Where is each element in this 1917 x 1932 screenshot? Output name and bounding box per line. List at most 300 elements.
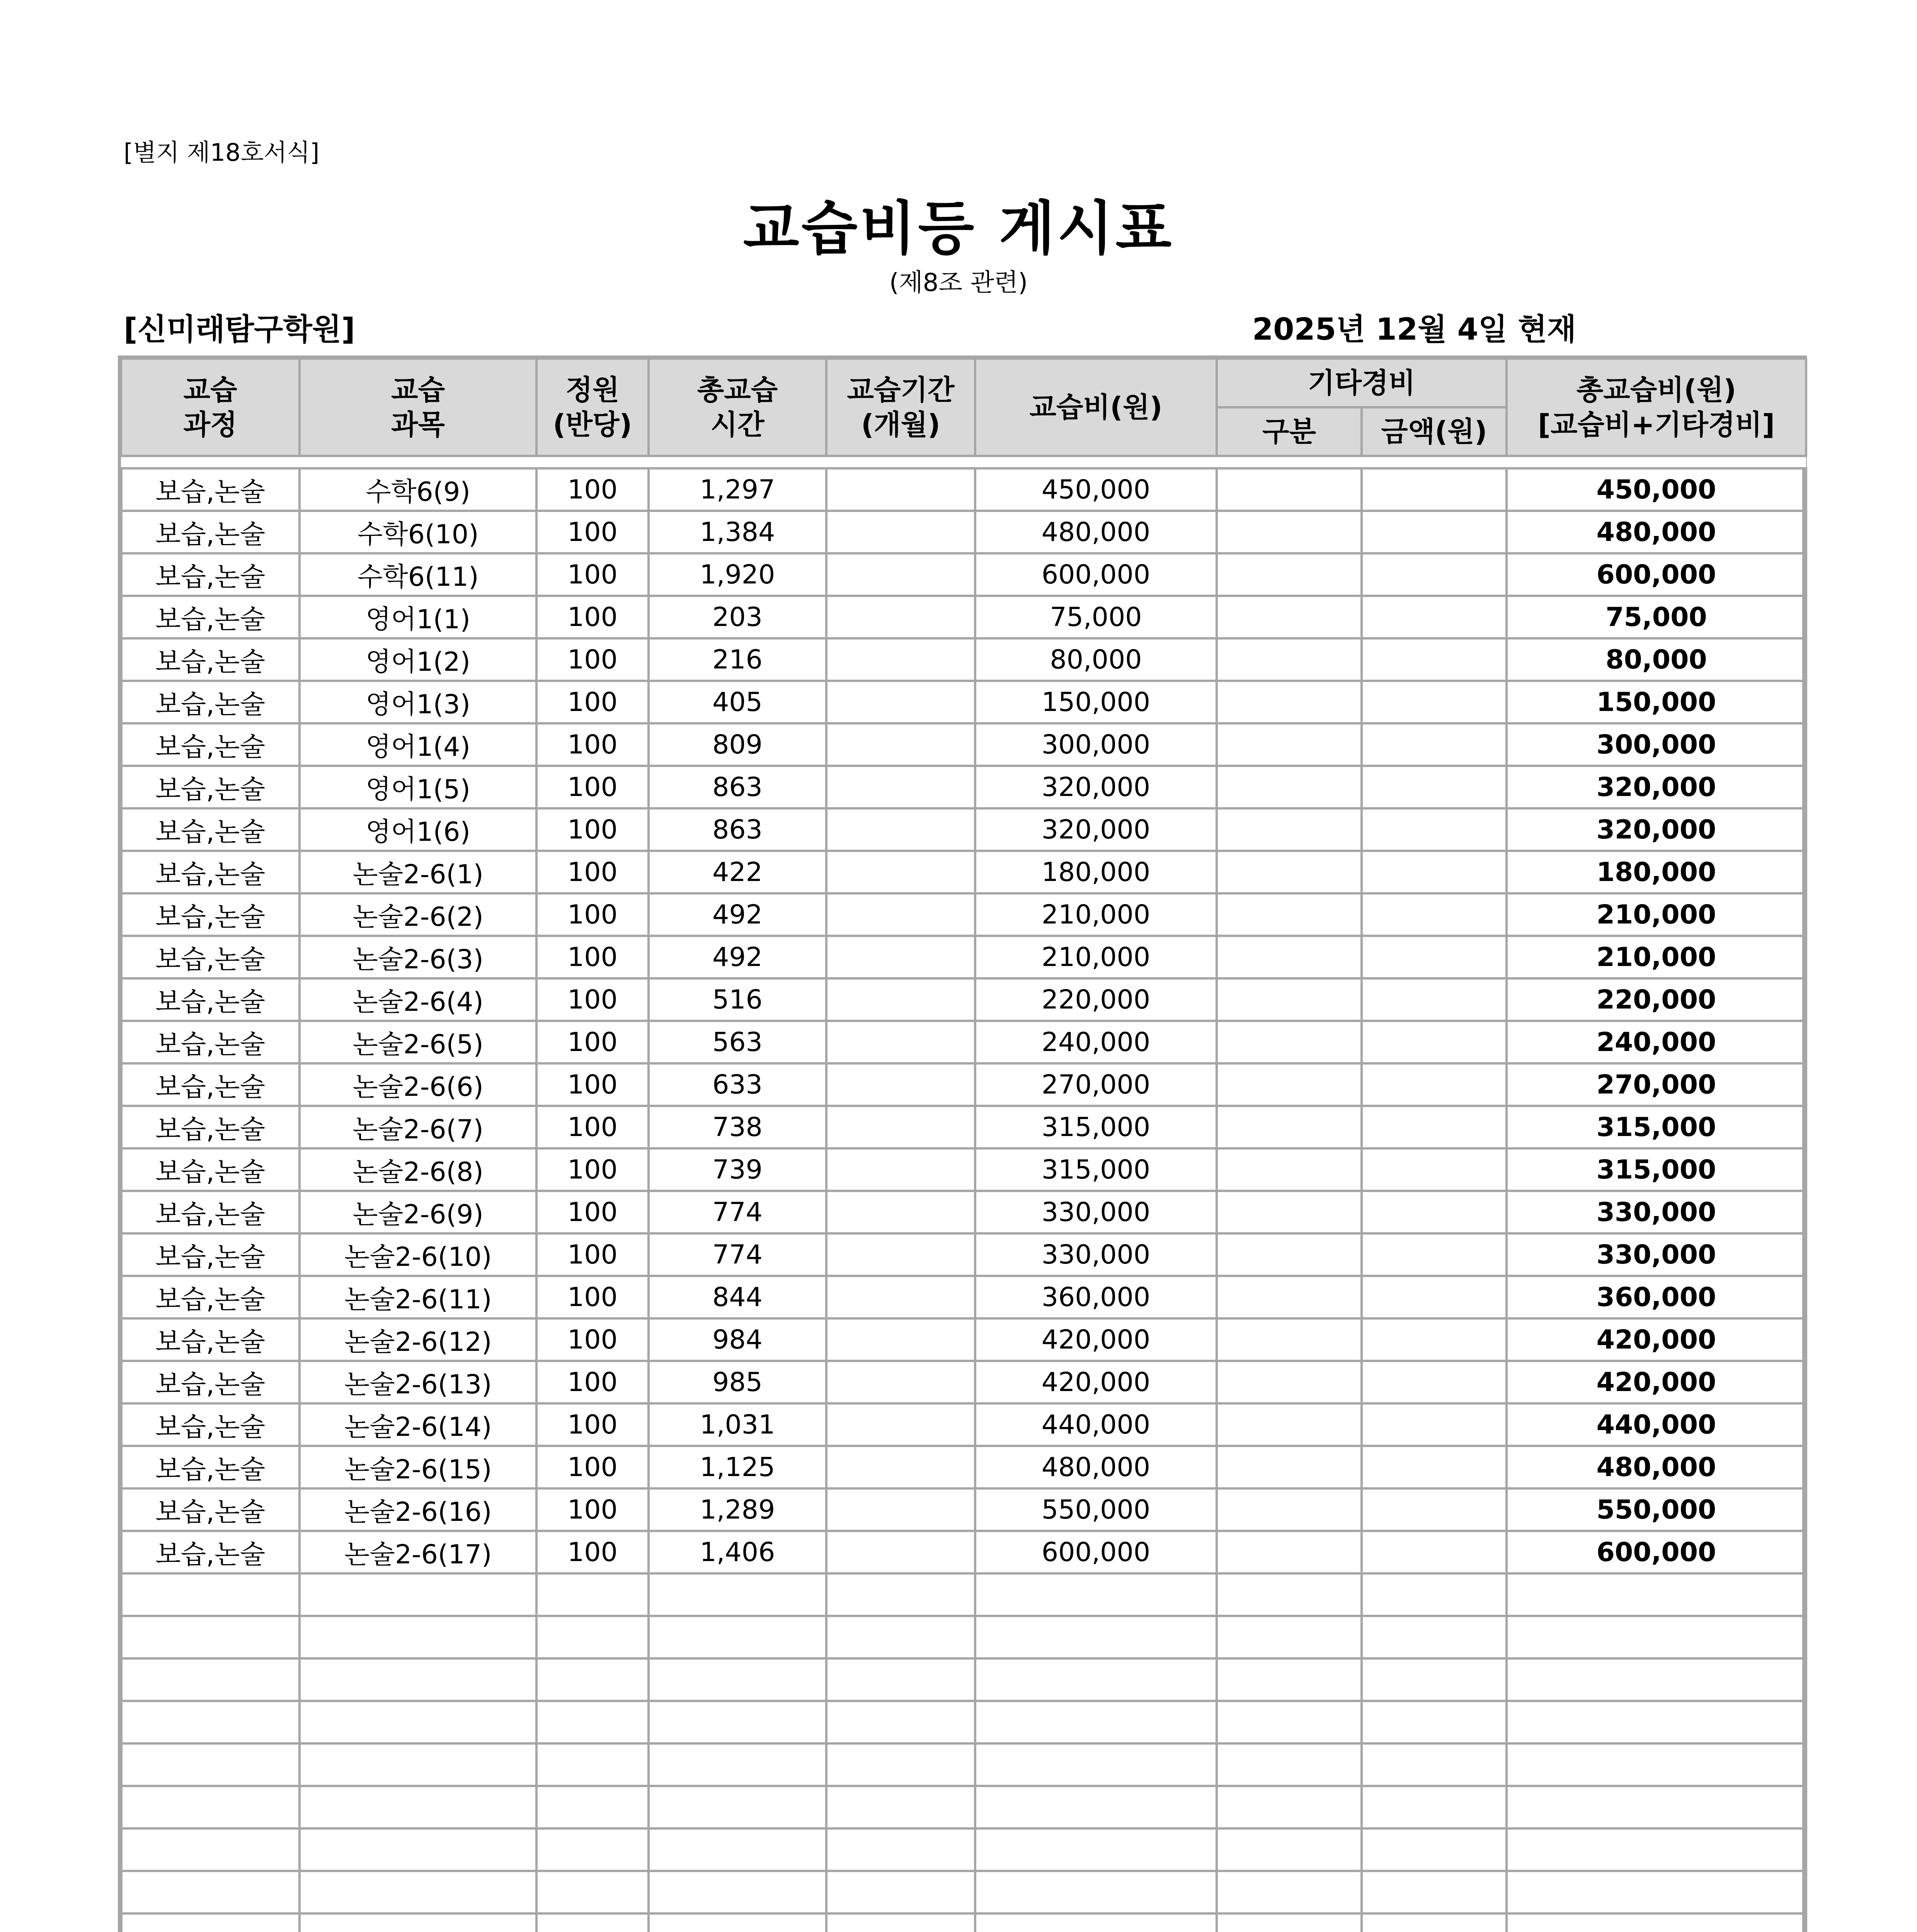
table-row <box>121 1913 1806 1932</box>
cell-period <box>826 808 975 851</box>
cell-other-type <box>1217 723 1362 766</box>
cell-period <box>826 1106 975 1148</box>
table-row <box>121 1743 1806 1786</box>
table-row <box>121 851 1806 893</box>
table-row <box>121 1531 1806 1573</box>
cell-course: 보습,논술 <box>121 936 300 978</box>
cell-capacity: 100 <box>536 808 649 851</box>
cell-fee: 360,000 <box>975 1276 1217 1318</box>
cell-capacity: 100 <box>536 1233 649 1276</box>
cell-other-type <box>1217 808 1362 851</box>
cell-other-amount <box>1362 638 1507 681</box>
cell-course <box>121 1701 300 1743</box>
cell-fee: 420,000 <box>975 1361 1217 1403</box>
cell-capacity: 100 <box>536 1531 649 1573</box>
form-number: [별지 제18호서식] <box>124 138 320 167</box>
cell-period <box>826 1318 975 1361</box>
cell-hours: 1,297 <box>649 468 826 511</box>
table-row <box>121 1446 1806 1488</box>
cell-hours <box>649 1828 826 1871</box>
cell-fee: 210,000 <box>975 893 1217 936</box>
cell-hours: 774 <box>649 1233 826 1276</box>
cell-period <box>826 681 975 723</box>
cell-subject: 논술2-6(3) <box>300 936 536 978</box>
cell-subject <box>300 1871 536 1913</box>
cell-fee: 330,000 <box>975 1191 1217 1233</box>
cell-period <box>826 511 975 553</box>
cell-other-amount <box>1362 1786 1507 1828</box>
cell-hours <box>649 1616 826 1658</box>
cell-other-type <box>1217 1106 1362 1148</box>
cell-fee: 270,000 <box>975 1063 1217 1106</box>
cell-period <box>826 766 975 808</box>
cell-fee: 600,000 <box>975 1531 1217 1573</box>
cell-total: 600,000 <box>1507 553 1806 596</box>
cell-subject: 영어1(5) <box>300 766 536 808</box>
cell-other-amount <box>1362 1913 1507 1932</box>
cell-other-type <box>1217 1318 1362 1361</box>
table-row <box>121 1021 1806 1063</box>
cell-capacity: 100 <box>536 723 649 766</box>
table-row <box>121 1148 1806 1191</box>
cell-fee <box>975 1786 1217 1828</box>
cell-other-amount <box>1362 1361 1507 1403</box>
cell-other-amount <box>1362 1276 1507 1318</box>
cell-period <box>826 1913 975 1932</box>
cell-capacity: 100 <box>536 1361 649 1403</box>
cell-subject: 영어1(1) <box>300 596 536 638</box>
cell-other-amount <box>1362 1403 1507 1446</box>
cell-course: 보습,논술 <box>121 1233 300 1276</box>
cell-total <box>1507 1871 1806 1913</box>
cell-capacity: 100 <box>536 1106 649 1148</box>
cell-total: 320,000 <box>1507 766 1806 808</box>
cell-course: 보습,논술 <box>121 893 300 936</box>
cell-hours <box>649 1658 826 1701</box>
table-header <box>121 359 1806 456</box>
cell-other-type <box>1217 681 1362 723</box>
cell-fee: 600,000 <box>975 553 1217 596</box>
cell-other-amount <box>1362 1488 1507 1531</box>
cell-subject: 논술2-6(6) <box>300 1063 536 1106</box>
cell-course: 보습,논술 <box>121 1191 300 1233</box>
cell-course: 보습,논술 <box>121 1318 300 1361</box>
cell-other-amount <box>1362 1191 1507 1233</box>
cell-other-amount <box>1362 1701 1507 1743</box>
cell-hours: 984 <box>649 1318 826 1361</box>
cell-other-type <box>1217 978 1362 1021</box>
cell-subject <box>300 1786 536 1828</box>
cell-total: 600,000 <box>1507 1531 1806 1573</box>
cell-hours: 738 <box>649 1106 826 1148</box>
table-row <box>121 936 1806 978</box>
cell-fee <box>975 1871 1217 1913</box>
cell-fee <box>975 1616 1217 1658</box>
cell-other-type <box>1217 553 1362 596</box>
cell-hours <box>649 1871 826 1913</box>
cell-period <box>826 1701 975 1743</box>
cell-hours: 1,384 <box>649 511 826 553</box>
header-fee: 교습비(원) <box>975 359 1217 456</box>
table-row <box>121 1871 1806 1913</box>
cell-period <box>826 851 975 893</box>
cell-fee: 180,000 <box>975 851 1217 893</box>
page-title: 교습비등 게시표 <box>743 195 1174 262</box>
cell-period <box>826 1828 975 1871</box>
cell-course: 보습,논술 <box>121 1403 300 1446</box>
cell-total <box>1507 1828 1806 1871</box>
cell-period <box>826 638 975 681</box>
cell-total: 80,000 <box>1507 638 1806 681</box>
cell-capacity: 100 <box>536 1276 649 1318</box>
cell-total: 240,000 <box>1507 1021 1806 1063</box>
cell-other-type <box>1217 638 1362 681</box>
cell-period <box>826 723 975 766</box>
cell-capacity <box>536 1871 649 1913</box>
cell-subject: 영어1(2) <box>300 638 536 681</box>
cell-course <box>121 1913 300 1932</box>
header-other: 기타경비 <box>1217 359 1507 407</box>
cell-hours: 863 <box>649 808 826 851</box>
cell-subject: 논술2-6(14) <box>300 1403 536 1446</box>
cell-other-amount <box>1362 596 1507 638</box>
cell-total <box>1507 1743 1806 1786</box>
table-row <box>121 638 1806 681</box>
cell-total: 480,000 <box>1507 1446 1806 1488</box>
cell-course: 보습,논술 <box>121 1106 300 1148</box>
cell-subject <box>300 1658 536 1701</box>
cell-other-type <box>1217 1616 1362 1658</box>
cell-other-type <box>1217 1828 1362 1871</box>
cell-total: 330,000 <box>1507 1191 1806 1233</box>
cell-other-type <box>1217 468 1362 511</box>
cell-hours: 739 <box>649 1148 826 1191</box>
cell-other-amount <box>1362 681 1507 723</box>
cell-course <box>121 1658 300 1701</box>
cell-hours: 633 <box>649 1063 826 1106</box>
cell-course: 보습,논술 <box>121 978 300 1021</box>
cell-course <box>121 1871 300 1913</box>
table-row <box>121 1361 1806 1403</box>
cell-course: 보습,논술 <box>121 468 300 511</box>
cell-fee: 75,000 <box>975 596 1217 638</box>
cell-capacity <box>536 1573 649 1616</box>
cell-total: 420,000 <box>1507 1361 1806 1403</box>
cell-course: 보습,논술 <box>121 553 300 596</box>
cell-total: 330,000 <box>1507 1233 1806 1276</box>
cell-capacity <box>536 1828 649 1871</box>
cell-total: 210,000 <box>1507 936 1806 978</box>
cell-capacity <box>536 1658 649 1701</box>
cell-fee: 450,000 <box>975 468 1217 511</box>
header-subject: 교습 과목 <box>300 359 536 456</box>
cell-period <box>826 1786 975 1828</box>
cell-course <box>121 1828 300 1871</box>
cell-fee: 440,000 <box>975 1403 1217 1446</box>
cell-subject: 수학6(10) <box>300 511 536 553</box>
cell-subject <box>300 1616 536 1658</box>
cell-period <box>826 1191 975 1233</box>
cell-hours <box>649 1573 826 1616</box>
table-row <box>121 808 1806 851</box>
cell-other-amount <box>1362 1616 1507 1658</box>
cell-other-type <box>1217 1658 1362 1701</box>
header-total: 총교습비(원) [교습비+기타경비] <box>1507 359 1806 456</box>
cell-capacity: 100 <box>536 936 649 978</box>
cell-other-amount <box>1362 1828 1507 1871</box>
cell-total: 420,000 <box>1507 1318 1806 1361</box>
cell-other-amount <box>1362 1021 1507 1063</box>
cell-fee: 315,000 <box>975 1148 1217 1191</box>
table-row <box>121 893 1806 936</box>
cell-fee <box>975 1913 1217 1932</box>
cell-capacity: 100 <box>536 638 649 681</box>
cell-capacity: 100 <box>536 1063 649 1106</box>
cell-total: 315,000 <box>1507 1148 1806 1191</box>
table-row <box>121 468 1806 511</box>
cell-period <box>826 936 975 978</box>
table-row <box>121 1106 1806 1148</box>
cell-period <box>826 468 975 511</box>
cell-capacity: 100 <box>536 681 649 723</box>
cell-total: 180,000 <box>1507 851 1806 893</box>
cell-other-type <box>1217 1913 1362 1932</box>
cell-other-amount <box>1362 1318 1507 1361</box>
cell-subject: 영어1(6) <box>300 808 536 851</box>
header-hours: 총교습 시간 <box>649 359 826 456</box>
header-capacity: 정원 (반당) <box>536 359 649 456</box>
cell-other-amount <box>1362 893 1507 936</box>
cell-total <box>1507 1913 1806 1932</box>
cell-capacity: 100 <box>536 1446 649 1488</box>
cell-total: 550,000 <box>1507 1488 1806 1531</box>
cell-fee: 330,000 <box>975 1233 1217 1276</box>
cell-subject: 영어1(3) <box>300 681 536 723</box>
cell-subject <box>300 1913 536 1932</box>
cell-capacity: 100 <box>536 893 649 936</box>
cell-subject: 논술2-6(9) <box>300 1191 536 1233</box>
cell-other-type <box>1217 766 1362 808</box>
cell-subject: 논술2-6(11) <box>300 1276 536 1318</box>
cell-capacity <box>536 1786 649 1828</box>
table-row <box>121 596 1806 638</box>
cell-capacity: 100 <box>536 511 649 553</box>
cell-other-amount <box>1362 851 1507 893</box>
cell-hours <box>649 1743 826 1786</box>
cell-other-amount <box>1362 723 1507 766</box>
cell-fee: 220,000 <box>975 978 1217 1021</box>
cell-other-type <box>1217 936 1362 978</box>
cell-other-amount <box>1362 1573 1507 1616</box>
header-period: 교습기간 (개월) <box>826 359 975 456</box>
academy-name: [신미래탐구학원] <box>124 312 355 347</box>
cell-period <box>826 1361 975 1403</box>
cell-subject: 논술2-6(13) <box>300 1361 536 1403</box>
cell-fee <box>975 1701 1217 1743</box>
table-row <box>121 1573 1806 1616</box>
cell-course: 보습,논술 <box>121 1276 300 1318</box>
cell-subject: 논술2-6(12) <box>300 1318 536 1361</box>
cell-total <box>1507 1573 1806 1616</box>
cell-fee: 315,000 <box>975 1106 1217 1148</box>
cell-course: 보습,논술 <box>121 681 300 723</box>
table-row <box>121 723 1806 766</box>
cell-capacity: 100 <box>536 1191 649 1233</box>
cell-hours: 492 <box>649 893 826 936</box>
table-row <box>121 1063 1806 1106</box>
cell-capacity: 100 <box>536 553 649 596</box>
table-body <box>121 456 1806 1932</box>
table-row <box>121 1318 1806 1361</box>
table-row <box>121 766 1806 808</box>
cell-period <box>826 1446 975 1488</box>
cell-capacity: 100 <box>536 978 649 1021</box>
cell-subject <box>300 1828 536 1871</box>
cell-course: 보습,논술 <box>121 808 300 851</box>
cell-total <box>1507 1658 1806 1701</box>
cell-hours <box>649 1701 826 1743</box>
cell-other-type <box>1217 1743 1362 1786</box>
cell-other-type <box>1217 1191 1362 1233</box>
cell-other-amount <box>1362 1446 1507 1488</box>
cell-course: 보습,논술 <box>121 723 300 766</box>
cell-subject: 논술2-6(10) <box>300 1233 536 1276</box>
cell-capacity: 100 <box>536 468 649 511</box>
cell-course: 보습,논술 <box>121 511 300 553</box>
cell-total: 315,000 <box>1507 1106 1806 1148</box>
cell-course: 보습,논술 <box>121 851 300 893</box>
cell-fee: 550,000 <box>975 1488 1217 1531</box>
cell-other-amount <box>1362 1531 1507 1573</box>
cell-course: 보습,논술 <box>121 1488 300 1531</box>
cell-course: 보습,논술 <box>121 1446 300 1488</box>
cell-other-type <box>1217 1446 1362 1488</box>
table-row <box>121 978 1806 1021</box>
cell-hours: 985 <box>649 1361 826 1403</box>
cell-hours: 203 <box>649 596 826 638</box>
cell-other-type <box>1217 1361 1362 1403</box>
cell-hours: 1,125 <box>649 1446 826 1488</box>
as-of-date: 2025년 12월 4일 현재 <box>1252 312 1577 347</box>
cell-total: 150,000 <box>1507 681 1806 723</box>
cell-total <box>1507 1616 1806 1658</box>
cell-period <box>826 1063 975 1106</box>
cell-hours <box>649 1786 826 1828</box>
cell-period <box>826 1276 975 1318</box>
cell-fee <box>975 1658 1217 1701</box>
cell-hours: 863 <box>649 766 826 808</box>
cell-other-type <box>1217 596 1362 638</box>
cell-period <box>826 1148 975 1191</box>
cell-capacity <box>536 1913 649 1932</box>
cell-other-type <box>1217 1701 1362 1743</box>
cell-total <box>1507 1786 1806 1828</box>
cell-course <box>121 1786 300 1828</box>
cell-hours: 1,406 <box>649 1531 826 1573</box>
cell-period <box>826 1021 975 1063</box>
cell-total: 75,000 <box>1507 596 1806 638</box>
cell-subject <box>300 1573 536 1616</box>
cell-subject: 논술2-6(8) <box>300 1148 536 1191</box>
table-row <box>121 1786 1806 1828</box>
cell-total: 440,000 <box>1507 1403 1806 1446</box>
cell-course <box>121 1743 300 1786</box>
cell-other-type <box>1217 511 1362 553</box>
header-other-type: 구분 <box>1217 407 1362 456</box>
cell-total: 450,000 <box>1507 468 1806 511</box>
cell-course <box>121 1616 300 1658</box>
cell-other-amount <box>1362 936 1507 978</box>
table-row <box>121 1701 1806 1743</box>
cell-other-type <box>1217 1063 1362 1106</box>
table-row <box>121 1658 1806 1701</box>
cell-other-amount <box>1362 1658 1507 1701</box>
cell-total: 300,000 <box>1507 723 1806 766</box>
cell-other-amount <box>1362 468 1507 511</box>
cell-hours: 809 <box>649 723 826 766</box>
cell-capacity: 100 <box>536 596 649 638</box>
cell-period <box>826 553 975 596</box>
cell-other-type <box>1217 1276 1362 1318</box>
cell-fee: 240,000 <box>975 1021 1217 1063</box>
cell-hours <box>649 1913 826 1932</box>
cell-capacity: 100 <box>536 766 649 808</box>
cell-other-amount <box>1362 1871 1507 1913</box>
cell-capacity <box>536 1616 649 1658</box>
cell-course: 보습,논술 <box>121 766 300 808</box>
cell-other-amount <box>1362 1106 1507 1148</box>
cell-fee: 80,000 <box>975 638 1217 681</box>
cell-capacity: 100 <box>536 1318 649 1361</box>
cell-hours: 1,031 <box>649 1403 826 1446</box>
header-other-amount: 금액(원) <box>1362 407 1507 456</box>
cell-subject: 논술2-6(1) <box>300 851 536 893</box>
cell-period <box>826 1403 975 1446</box>
cell-other-type <box>1217 1148 1362 1191</box>
table-row <box>121 1616 1806 1658</box>
table-row <box>121 1403 1806 1446</box>
cell-total: 320,000 <box>1507 808 1806 851</box>
cell-other-type <box>1217 851 1362 893</box>
cell-other-amount <box>1362 766 1507 808</box>
cell-capacity: 100 <box>536 1148 649 1191</box>
cell-other-type <box>1217 1403 1362 1446</box>
table-row <box>121 1191 1806 1233</box>
cell-other-type <box>1217 1573 1362 1616</box>
cell-course: 보습,논술 <box>121 1361 300 1403</box>
cell-total: 210,000 <box>1507 893 1806 936</box>
cell-fee: 420,000 <box>975 1318 1217 1361</box>
header-spacer <box>121 456 1806 468</box>
cell-other-amount <box>1362 1743 1507 1786</box>
cell-capacity: 100 <box>536 1021 649 1063</box>
cell-hours: 216 <box>649 638 826 681</box>
cell-capacity <box>536 1743 649 1786</box>
cell-hours: 563 <box>649 1021 826 1063</box>
cell-hours: 422 <box>649 851 826 893</box>
table-row <box>121 553 1806 596</box>
table-row <box>121 1233 1806 1276</box>
cell-capacity: 100 <box>536 851 649 893</box>
cell-subject: 영어1(4) <box>300 723 536 766</box>
cell-fee: 480,000 <box>975 511 1217 553</box>
cell-period <box>826 978 975 1021</box>
cell-period <box>826 1616 975 1658</box>
cell-fee <box>975 1743 1217 1786</box>
cell-subject: 수학6(11) <box>300 553 536 596</box>
cell-fee: 320,000 <box>975 808 1217 851</box>
cell-total: 270,000 <box>1507 1063 1806 1106</box>
